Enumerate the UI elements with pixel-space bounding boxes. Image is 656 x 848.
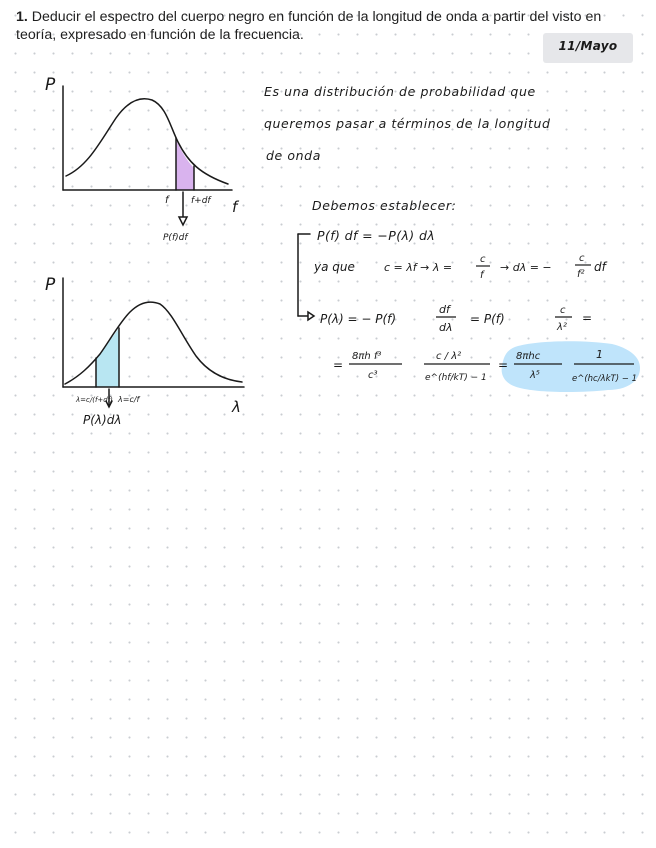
eq4-f1-num: 8πh f³ — [352, 351, 382, 362]
eq1: P(f) df = −P(λ) dλ — [317, 228, 436, 243]
graph-bottom-x-label: λ — [232, 398, 241, 416]
eq4-f4-num: 1 — [596, 348, 603, 361]
note-line-1: Es una distribución de probabilidad que — [264, 84, 536, 99]
eq4-eq2: = — [498, 358, 509, 372]
graph-bottom-tick-right: λ=c/f — [118, 395, 140, 404]
graph-bottom-area-label: P(λ)dλ — [83, 413, 122, 427]
eq4-f3-num: 8πhc — [516, 351, 541, 362]
eq4-f2-den: e^(hf/kT) − 1 — [425, 373, 487, 383]
result-highlight — [502, 341, 640, 392]
eq2-prefix: ya que — [314, 260, 355, 274]
graph-top-arrow-head — [179, 217, 187, 225]
graph-top-tick-right: f+df — [191, 196, 211, 206]
graph-top-x-label: f — [232, 198, 238, 216]
graph-top-curve — [66, 99, 228, 184]
eq3-frac2-num: c — [560, 305, 566, 316]
eq4-eq: = — [333, 358, 344, 372]
graph-bottom — [63, 278, 244, 407]
eq3-b: = P(f) — [470, 312, 505, 326]
note-line-3: de onda — [266, 148, 321, 163]
eq4-f4-den: e^(hc/λkT) − 1 — [572, 374, 637, 384]
eq4-f1-den: c³ — [368, 370, 378, 381]
graph-top-tick-left: f — [165, 195, 169, 206]
eq2-frac-num: c — [480, 254, 486, 265]
eq3-frac2-den: λ² — [557, 322, 567, 333]
eq2-b: → dλ = − — [500, 261, 552, 274]
graph-top-y-label: P — [45, 75, 56, 95]
eq3-a: P(λ) = − P(f) — [320, 312, 397, 326]
eq2-frac2-num: c — [579, 253, 585, 264]
eq3-c: = — [582, 311, 593, 325]
note-line-2: queremos pasar a términos de la longitud — [264, 116, 551, 131]
graph-bottom-shade — [96, 328, 119, 387]
question-number: 1. — [16, 9, 28, 25]
question-body: Deducir el espectro del cuerpo negro en función de la longitud de onda a partir del visto en teoría, expresado en función de la frecuencia. — [16, 9, 602, 43]
eq2-a: c = λf → λ = — [384, 261, 453, 274]
eq2-frac-den: f — [480, 270, 484, 281]
eq3-frac-num: df — [439, 303, 450, 316]
graph-bottom-y-label: P — [45, 275, 56, 295]
note-line-4: Debemos establecer: — [312, 198, 457, 213]
date-tag-text: 11/Mayo — [558, 39, 618, 53]
eq2-c: df — [594, 260, 606, 274]
eq3-frac-den: dλ — [439, 321, 453, 334]
eq4-f2-num: c / λ² — [436, 351, 462, 362]
eq4-f3-den: λ⁵ — [530, 370, 540, 381]
bracket — [298, 234, 314, 320]
graph-top-area-label: P(f)df — [163, 233, 188, 243]
graph-top-shade — [176, 140, 194, 190]
graph-bottom-curve — [65, 302, 242, 384]
graph-bottom-tick-left: λ=c/(f+df) — [76, 396, 113, 404]
eq2-frac2-den: f² — [577, 269, 585, 280]
